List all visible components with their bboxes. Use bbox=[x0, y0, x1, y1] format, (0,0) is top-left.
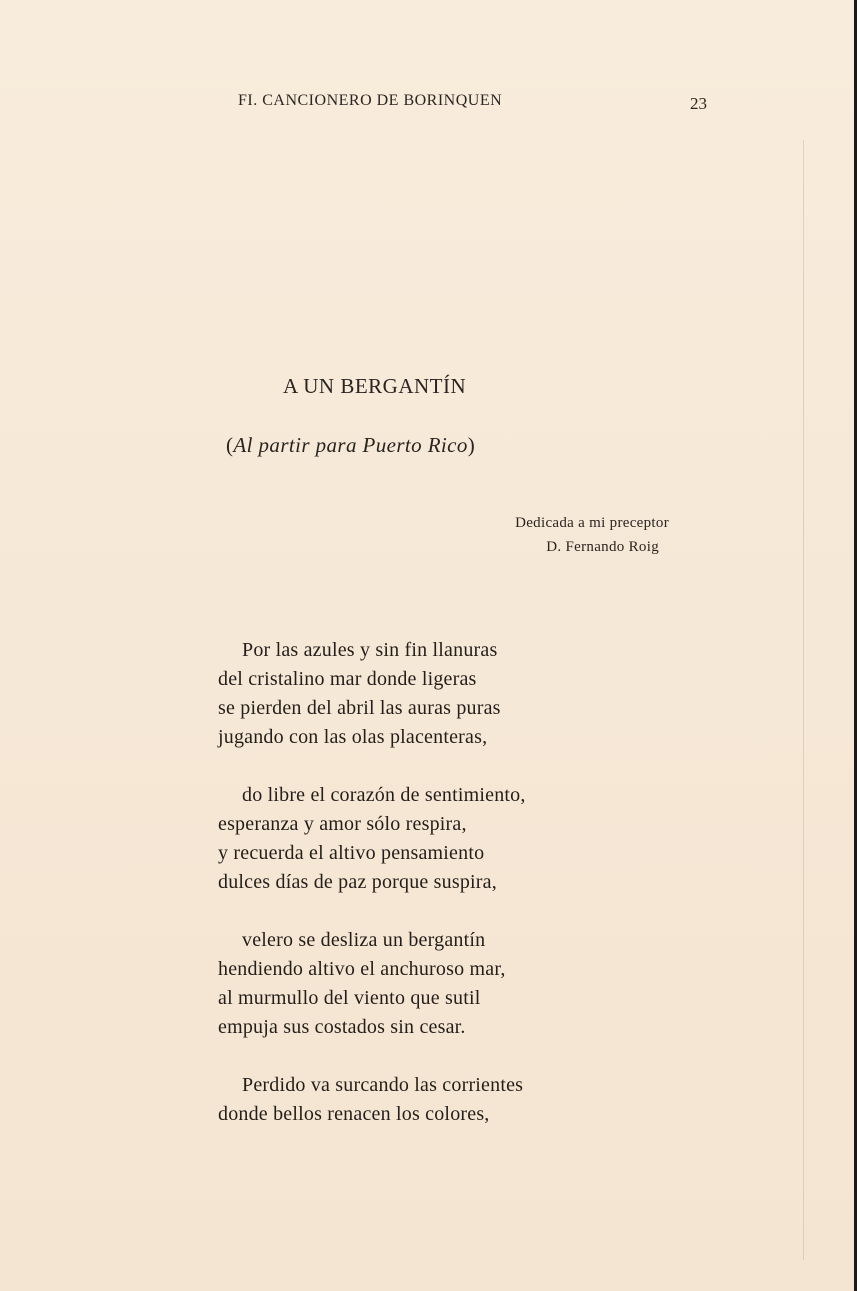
stanza-3 bbox=[218, 926, 526, 1042]
poem-body bbox=[218, 636, 526, 1158]
verse: se pierden del abril las auras puras bbox=[218, 697, 501, 719]
verse: y recuerda el altivo pensamiento bbox=[218, 842, 485, 864]
verse: donde bellos renacen los colores, bbox=[218, 1103, 490, 1125]
dedication bbox=[515, 511, 669, 559]
verse: del cristalino mar donde ligeras bbox=[218, 668, 477, 690]
verse: hendiendo altivo el anchuroso mar, bbox=[218, 958, 506, 980]
dedication-line-1: Dedicada a mi preceptor bbox=[515, 515, 669, 531]
subtitle-close-paren: ) bbox=[467, 433, 476, 457]
stanza-4 bbox=[218, 1071, 526, 1129]
verse: esperanza y amor sólo respira, bbox=[218, 813, 467, 835]
verse: dulces días de paz porque suspira, bbox=[218, 871, 497, 893]
subtitle-text: Al partir para Puerto Rico bbox=[233, 433, 468, 457]
dedication-line-2: D. Fernando Roig bbox=[546, 539, 659, 555]
subtitle-open-paren: ( bbox=[226, 433, 234, 457]
stanza-2 bbox=[218, 781, 526, 897]
poem-title: A UN BERGANTÍN bbox=[283, 374, 467, 398]
verse: empuja sus costados sin cesar. bbox=[218, 1016, 466, 1038]
page-fold-shadow bbox=[803, 140, 804, 1260]
page-number: 23 bbox=[690, 94, 707, 113]
running-head: FI. CANCIONERO DE BORINQUEN bbox=[238, 92, 503, 109]
verse: Perdido va surcando las corrientes bbox=[242, 1074, 524, 1096]
verse: do libre el corazón de sentimiento, bbox=[242, 784, 526, 806]
poem-subtitle bbox=[226, 433, 475, 458]
verse: jugando con las olas placenteras, bbox=[218, 726, 488, 748]
verse: velero se desliza un bergantín bbox=[242, 929, 486, 951]
verse: al murmullo del viento que sutil bbox=[218, 987, 481, 1009]
stanza-1 bbox=[218, 636, 526, 752]
verse: Por las azules y sin fin llanuras bbox=[242, 639, 498, 661]
